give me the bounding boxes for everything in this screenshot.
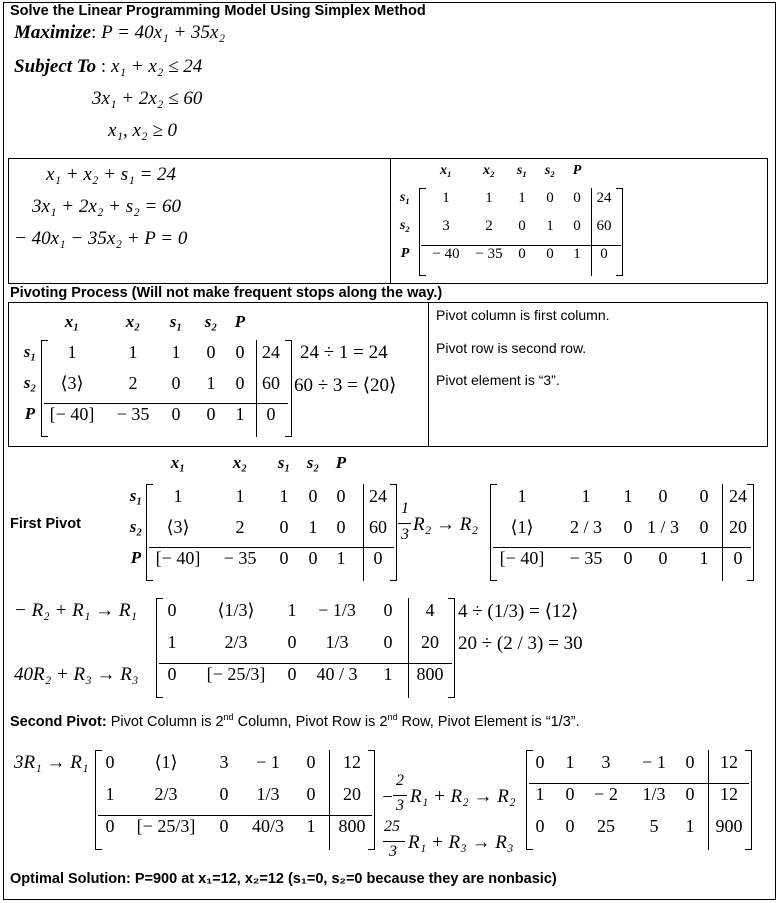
left-bracket [419,188,426,276]
column-header: x₂ [483,163,495,178]
tableau-cell: 0 [206,342,216,362]
column-header: P [234,312,246,331]
tableau-cell: 0 [699,486,709,506]
objective-separator [98,815,372,816]
rhs-separator [408,598,409,698]
right-bracket [616,188,623,276]
column-header: x₂ [232,453,248,472]
second-pivot-desc-1: Pivot Column is 2 [110,713,224,730]
row-op-r1: − R₂ + R₁ → R₁ [14,600,138,621]
op-mid1-num: 2 [396,772,404,789]
tableau-cell: 0 [105,816,115,836]
tableau-cell: 0 [518,246,526,262]
maximize-label: Maximize [14,22,92,43]
second-pivot-sup-2: nd [387,712,398,722]
tableau-cell: 20 [729,517,747,537]
tableau-cell: 0 [518,218,526,234]
tableau-cell: − 35 [569,548,603,568]
tableau-cell: 12 [343,752,361,772]
tableau-cell: 0 [219,784,229,804]
subject-to-label: Subject To [14,56,97,77]
tableau-cell: 0 [373,548,383,568]
rhs-separator [591,188,592,276]
tableau-cell: 0 [171,404,181,424]
right-bracket [285,340,292,437]
slack-equation-2: 3x₁ + 2x₂ + s₂ = 60 [32,196,182,217]
objective-separator [159,663,452,664]
row-label: s₂ [23,373,37,392]
tableau-cell: 1 / 3 [646,517,679,537]
tableau-cell: 1 [279,486,289,506]
tableau-cell: 24 [729,486,747,506]
tableau-cell: 0 [600,246,608,262]
second-pivot-desc-2: Column, Pivot Row is 2 [233,713,388,730]
tableau-cell: 0 [235,373,245,393]
row-label: s₁ [399,190,411,205]
tableau-cell: 40/3 [251,816,284,836]
ratio-2: 60 ÷ 3 = ⟨20⟩ [294,375,397,396]
tableau-cell: 12 [720,752,738,772]
op-mid1-fraction-bar [393,795,407,796]
optimal-solution: Optimal Solution: P=900 at x₁=12, x₂=12 (s₁=0, s₂=0 because they are nonbasic) [10,871,557,887]
first-pivot-op-den: 3 [401,526,409,543]
tableau-cell: 0 [565,816,575,836]
tableau-cell: − 1 [642,752,666,772]
tableau-cell: [− 25/3] [206,664,266,684]
op-mid1-sign: − [381,787,394,808]
pivot-note-1: Pivot column is first column. [436,307,610,323]
op-mid2-num: 25 [384,818,400,835]
column-header: P [572,163,582,178]
step2-ratio-2: 20 ÷ (2 / 3) = 30 [458,633,583,654]
column-header: x₂ [125,312,141,331]
tableau-cell: 0 [279,548,289,568]
tableau-cell: 0 [546,246,554,262]
tableau-cell: 24 [262,342,280,362]
tableau-cell: 0 [383,600,393,620]
page-title: Solve the Linear Programming Model Using Simplex Method [10,3,426,19]
constraint-2: 3x₁ + 2x₂ ≤ 60 [92,88,203,109]
tableau-cell: 1 [235,486,245,506]
tableau-cell: 0 [383,632,393,652]
tableau-cell: 1 [128,342,138,362]
tableau-cell: 0 [105,752,115,772]
tableau-cell: 0 [206,404,216,424]
tableau-cell: 1 [699,548,709,568]
constraint-line-1: Subject To : x₁ + x₂ ≤ 24 [14,56,203,77]
tableau-cell: − 35 [475,246,503,262]
tableau-cell: 0 [733,548,743,568]
left-bracket [95,750,102,850]
left-bracket [156,598,163,698]
second-pivot-sup-1: nd [223,712,234,722]
objective-line: Maximize: P = 40x₁ + 35x₂ [14,22,226,43]
objective-separator [149,547,394,548]
tableau-cell: 1 [581,486,591,506]
left-bracket [490,484,497,581]
tableau-cell: [− 40] [499,548,545,568]
tableau-cell: − 35 [116,404,150,424]
tableau-cell: 0 [308,486,318,506]
row-label: P [400,246,410,261]
tableau-cell: 1 [206,373,216,393]
tableau-cell: 0 [266,404,276,424]
tableau-cell: 1 [173,486,183,506]
tableau-cell: 0 [658,486,668,506]
tableau-cell: 1 [518,190,526,206]
row-label: s₁ [23,342,37,361]
tableau-cell: 0 [699,517,709,537]
second-pivot-line [10,712,580,730]
tableau-cell: 1 [442,190,450,206]
constraint-1: x₁ + x₂ ≤ 24 [110,56,203,77]
objective-separator [493,547,751,548]
tableau-cell: 0 [167,664,177,684]
column-header: x₁ [64,312,80,331]
tableau-cell: 1 [535,784,545,804]
tableau-cell: 1 [67,342,77,362]
tableau-cell: 0 [308,548,318,568]
right-bracket [368,750,375,850]
column-header: x₁ [170,453,186,472]
tableau-cell: − 1 [256,752,280,772]
tableau-cell: 900 [715,816,743,836]
ratio-1: 24 ÷ 1 = 24 [300,342,388,363]
tableau-cell: 0 [573,190,581,206]
tableau-cell: 0 [535,752,545,772]
tableau-cell: 1 [105,784,115,804]
tableau-cell: 3 [601,752,611,772]
rhs-separator [363,484,364,581]
row-label: P [24,404,36,423]
tableau-cell: 1 [565,752,575,772]
tableau-cell: ⟨3⟩ [166,517,190,537]
tableau-cell: 1 [308,517,318,537]
tableau-cell: 0 [685,752,695,772]
row-label: P [130,548,142,567]
tableau-cell: 1 [287,600,297,620]
tableau-cell: 60 [369,517,387,537]
slack-equation-1: x₁ + x₂ + s₁ = 24 [46,164,177,185]
tableau-cell: 0 [336,486,346,506]
tableau-cell: 800 [338,816,366,836]
tableau-cell: 20 [421,632,439,652]
left-bracket [526,750,533,850]
objective-separator [421,245,621,246]
op-mid1: R₁ + R₂ → R₂ [410,786,516,807]
tableau-cell: 1 [685,816,695,836]
second-pivot-op-left: 3R₁ → R₁ [14,752,89,773]
tableau-cell: − 35 [223,548,257,568]
first-pivot-operation: R₂ → R₂ [413,514,478,535]
column-header: s₁ [516,163,528,178]
tableau-cell: 1 [306,816,316,836]
tableau-cell: 0 [623,548,633,568]
tableau-cell: 0 [167,600,177,620]
rhs-separator [329,750,330,850]
tableau-cell: − 1/3 [318,600,356,620]
tableau-cell: 0 [235,342,245,362]
tableau-cell: 0 [306,752,316,772]
tableau-cell: 0 [336,517,346,537]
tableau-cell: 25 [597,816,615,836]
op-mid2-fraction-bar [383,841,405,842]
tableau-cell: 0 [565,784,575,804]
tableau-cell: 1/3 [642,784,666,804]
constraint-3: x₁, x₂ ≥ 0 [108,120,178,141]
pivot-note-2: Pivot row is second row. [436,340,587,356]
tableau-cell: 0 [287,664,297,684]
tableau-cell: 0 [535,816,545,836]
rhs-separator [708,750,709,850]
tableau-cell: − 40 [432,246,460,262]
step2-ratio-1: 4 ÷ (1/3) = ⟨12⟩ [458,601,579,622]
tableau-cell: [− 25/3] [136,816,196,836]
objective-separator [44,403,288,404]
tableau-cell: 24 [369,486,387,506]
tableau-cell: 3 [219,752,229,772]
row-op-r3: 40R₂ + R₃ → R₃ [14,664,139,685]
column-header: s₁ [169,312,183,331]
column-header: P [335,453,347,472]
column-header: s₂ [306,453,320,472]
op-mid2-den: 3 [389,843,397,860]
tableau-cell: 1 [167,632,177,652]
tableau-cell: 2/3 [224,632,248,652]
tableau-cell: 20 [343,784,361,804]
row-label: s₁ [129,486,143,505]
row-label: s₂ [129,517,143,536]
pivoting-heading: Pivoting Process (Will not make frequent stops along the way.) [10,285,443,301]
tableau-cell: 2 [128,373,138,393]
tableau-cell: 2/3 [154,784,178,804]
tableau-cell: 0 [658,548,668,568]
tableau-cell: 1 [623,486,633,506]
tableau-cell: 3 [442,218,450,234]
tableau-cell: 60 [596,218,612,234]
column-header: x₁ [440,163,452,178]
tableau-cell: 800 [416,664,444,684]
tableau-cell: 0 [171,373,181,393]
tableau-cell: 24 [596,190,612,206]
right-bracket [448,598,455,698]
tableau-cell: ⟨3⟩ [60,373,84,393]
slack-equation-3: − 40x₁ − 35x₂ + P = 0 [14,228,188,249]
left-bracket [146,484,153,581]
column-header: s₁ [277,453,291,472]
first-pivot-op-fraction-bar [398,523,411,524]
tableau-cell: 0 [546,190,554,206]
right-bracket [747,484,754,581]
second-pivot-label: Second Pivot: [10,713,107,730]
first-pivot-op-num: 1 [401,500,409,517]
second-pivot-desc-3: Row, Pivot Element is “1/3”. [397,713,580,730]
op-mid1-den: 3 [396,797,404,814]
pivot-note-3: Pivot element is “3”. [436,372,560,388]
column-header: s₂ [544,163,556,178]
tableau-cell: 0 [306,784,316,804]
tableau-cell: 1 [336,548,346,568]
tableau-cell: 0 [287,632,297,652]
tableau-cell: 60 [262,373,280,393]
tableau-cell: ⟨1⟩ [510,517,534,537]
tableau-cell: 40 / 3 [316,664,358,684]
left-bracket [41,340,48,437]
tableau-cell: 2 [235,517,245,537]
objective-separator [529,783,749,784]
right-bracket [390,484,397,581]
tableau-cell: 1 [171,342,181,362]
column-header: s₂ [204,312,218,331]
tableau-cell: 4 [425,600,435,620]
tableau-cell: 12 [720,784,738,804]
tableau-cell: [− 40] [155,548,201,568]
tableau-cell: − 2 [594,784,618,804]
tableau-cell: 5 [649,816,659,836]
tableau-cell: 1 [573,246,581,262]
rhs-separator [722,484,723,581]
objective-function: P = 40x₁ + 35x₂ [101,22,226,43]
tableau-cell: 1 [383,664,393,684]
tableau-cell: 1 [235,404,245,424]
tableau-cell: 2 / 3 [569,517,602,537]
tableau-cell: 0 [573,218,581,234]
tableau-cell: 0 [219,816,229,836]
rhs-separator [256,340,257,437]
tableau-cell: 1/3 [256,784,280,804]
tableau-cell: 1/3 [325,632,349,652]
tableau-cell: 2 [485,218,493,234]
right-bracket [745,750,752,850]
tableau-cell: 0 [685,784,695,804]
first-pivot-label: First Pivot [10,516,81,532]
tableau-cell: 1 [485,190,493,206]
tableau-cell: 0 [623,517,633,537]
tableau-cell: ⟨1/3⟩ [217,600,255,620]
tableau-cell: ⟨1⟩ [154,752,178,772]
tableau-cell: 1 [517,486,527,506]
tableau-cell: 0 [279,517,289,537]
tableau-cell: 1 [546,218,554,234]
op-mid2: R₁ + R₃ → R₃ [408,832,514,853]
row-label: s₂ [399,218,411,233]
tableau-cell: [− 40] [49,404,95,424]
